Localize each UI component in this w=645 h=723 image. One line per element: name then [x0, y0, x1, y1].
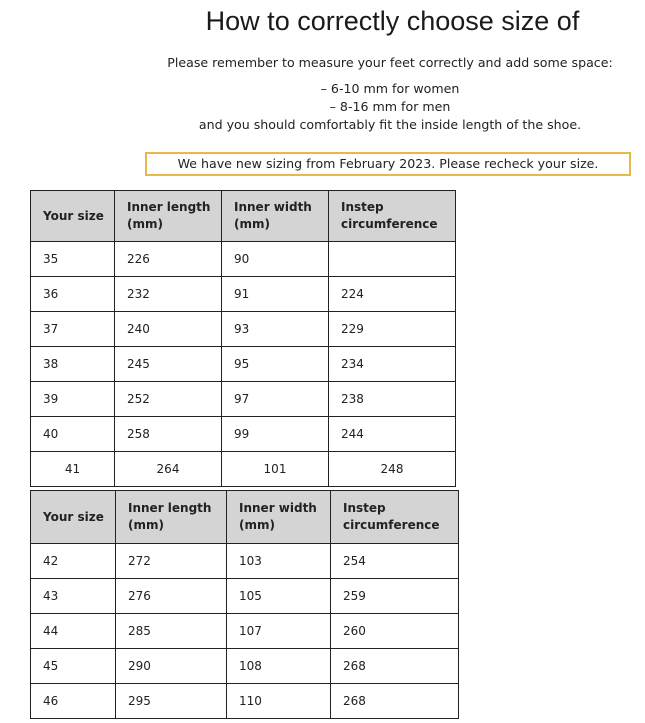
header-inner-length: Inner length (mm) [116, 491, 227, 544]
length-cell: 264 [115, 452, 222, 487]
instep-cell: 254 [331, 544, 459, 579]
table-row [31, 649, 459, 684]
length-cell: 252 [115, 382, 222, 417]
instep-cell: 248 [329, 452, 456, 487]
width-cell: 90 [222, 242, 329, 277]
length-cell: 232 [115, 277, 222, 312]
instep-cell [329, 242, 456, 277]
width-cell: 93 [222, 312, 329, 347]
sizing-notice: We have new sizing from February 2023. Please recheck your size. [145, 152, 631, 176]
length-cell: 245 [115, 347, 222, 382]
header-inner-length: Inner length (mm) [115, 191, 222, 242]
instep-cell: 268 [331, 649, 459, 684]
instep-cell: 224 [329, 277, 456, 312]
width-cell: 107 [227, 614, 331, 649]
length-cell: 272 [116, 544, 227, 579]
width-cell: 101 [222, 452, 329, 487]
table-row [31, 684, 459, 719]
table-row [31, 452, 456, 487]
header-instep-circumference: Instep circumference [331, 491, 459, 544]
table-row [31, 277, 456, 312]
size-cell: 45 [31, 649, 116, 684]
size-cell: 41 [31, 452, 115, 487]
table-row [31, 579, 459, 614]
men-allowance: – 8-16 mm for men [329, 99, 451, 114]
size-cell: 44 [31, 614, 116, 649]
intro-text: Please remember to measure your feet correctly and add some space: [167, 55, 613, 70]
size-cell: 36 [31, 277, 115, 312]
table-row [31, 312, 456, 347]
instep-cell: 238 [329, 382, 456, 417]
instep-cell: 268 [331, 684, 459, 719]
size-cell: 46 [31, 684, 116, 719]
table-row [31, 382, 456, 417]
header-inner-width: Inner width (mm) [227, 491, 331, 544]
table-header-row [31, 491, 459, 544]
length-cell: 295 [116, 684, 227, 719]
length-cell: 226 [115, 242, 222, 277]
instep-cell: 260 [331, 614, 459, 649]
width-cell: 103 [227, 544, 331, 579]
header-inner-width: Inner width (mm) [222, 191, 329, 242]
length-cell: 258 [115, 417, 222, 452]
size-cell: 37 [31, 312, 115, 347]
header-your-size: Your size [31, 191, 115, 242]
size-cell: 38 [31, 347, 115, 382]
women-allowance: – 6-10 mm for women [320, 81, 460, 96]
instep-cell: 244 [329, 417, 456, 452]
size-table-1 [30, 190, 456, 487]
width-cell: 108 [227, 649, 331, 684]
measuring-instructions [150, 54, 630, 134]
table-header-row [31, 191, 456, 242]
table-row [31, 614, 459, 649]
table-row [31, 544, 459, 579]
size-cell: 43 [31, 579, 116, 614]
width-cell: 91 [222, 277, 329, 312]
table-row [31, 347, 456, 382]
instep-cell: 229 [329, 312, 456, 347]
instep-cell: 234 [329, 347, 456, 382]
length-cell: 290 [116, 649, 227, 684]
width-cell: 99 [222, 417, 329, 452]
size-cell: 39 [31, 382, 115, 417]
page-title: How to correctly choose size of [205, 6, 580, 36]
table-row [31, 417, 456, 452]
width-cell: 105 [227, 579, 331, 614]
size-cell: 35 [31, 242, 115, 277]
size-cell: 42 [31, 544, 116, 579]
header-instep-circumference: Instep circumference [329, 191, 456, 242]
width-cell: 110 [227, 684, 331, 719]
width-cell: 97 [222, 382, 329, 417]
header-your-size: Your size [31, 491, 116, 544]
length-cell: 240 [115, 312, 222, 347]
length-cell: 285 [116, 614, 227, 649]
size-cell: 40 [31, 417, 115, 452]
length-cell: 276 [116, 579, 227, 614]
table-row [31, 242, 456, 277]
width-cell: 95 [222, 347, 329, 382]
instep-cell: 259 [331, 579, 459, 614]
size-table-2 [30, 490, 459, 719]
fit-note: and you should comfortably fit the inside length of the shoe. [198, 117, 582, 132]
